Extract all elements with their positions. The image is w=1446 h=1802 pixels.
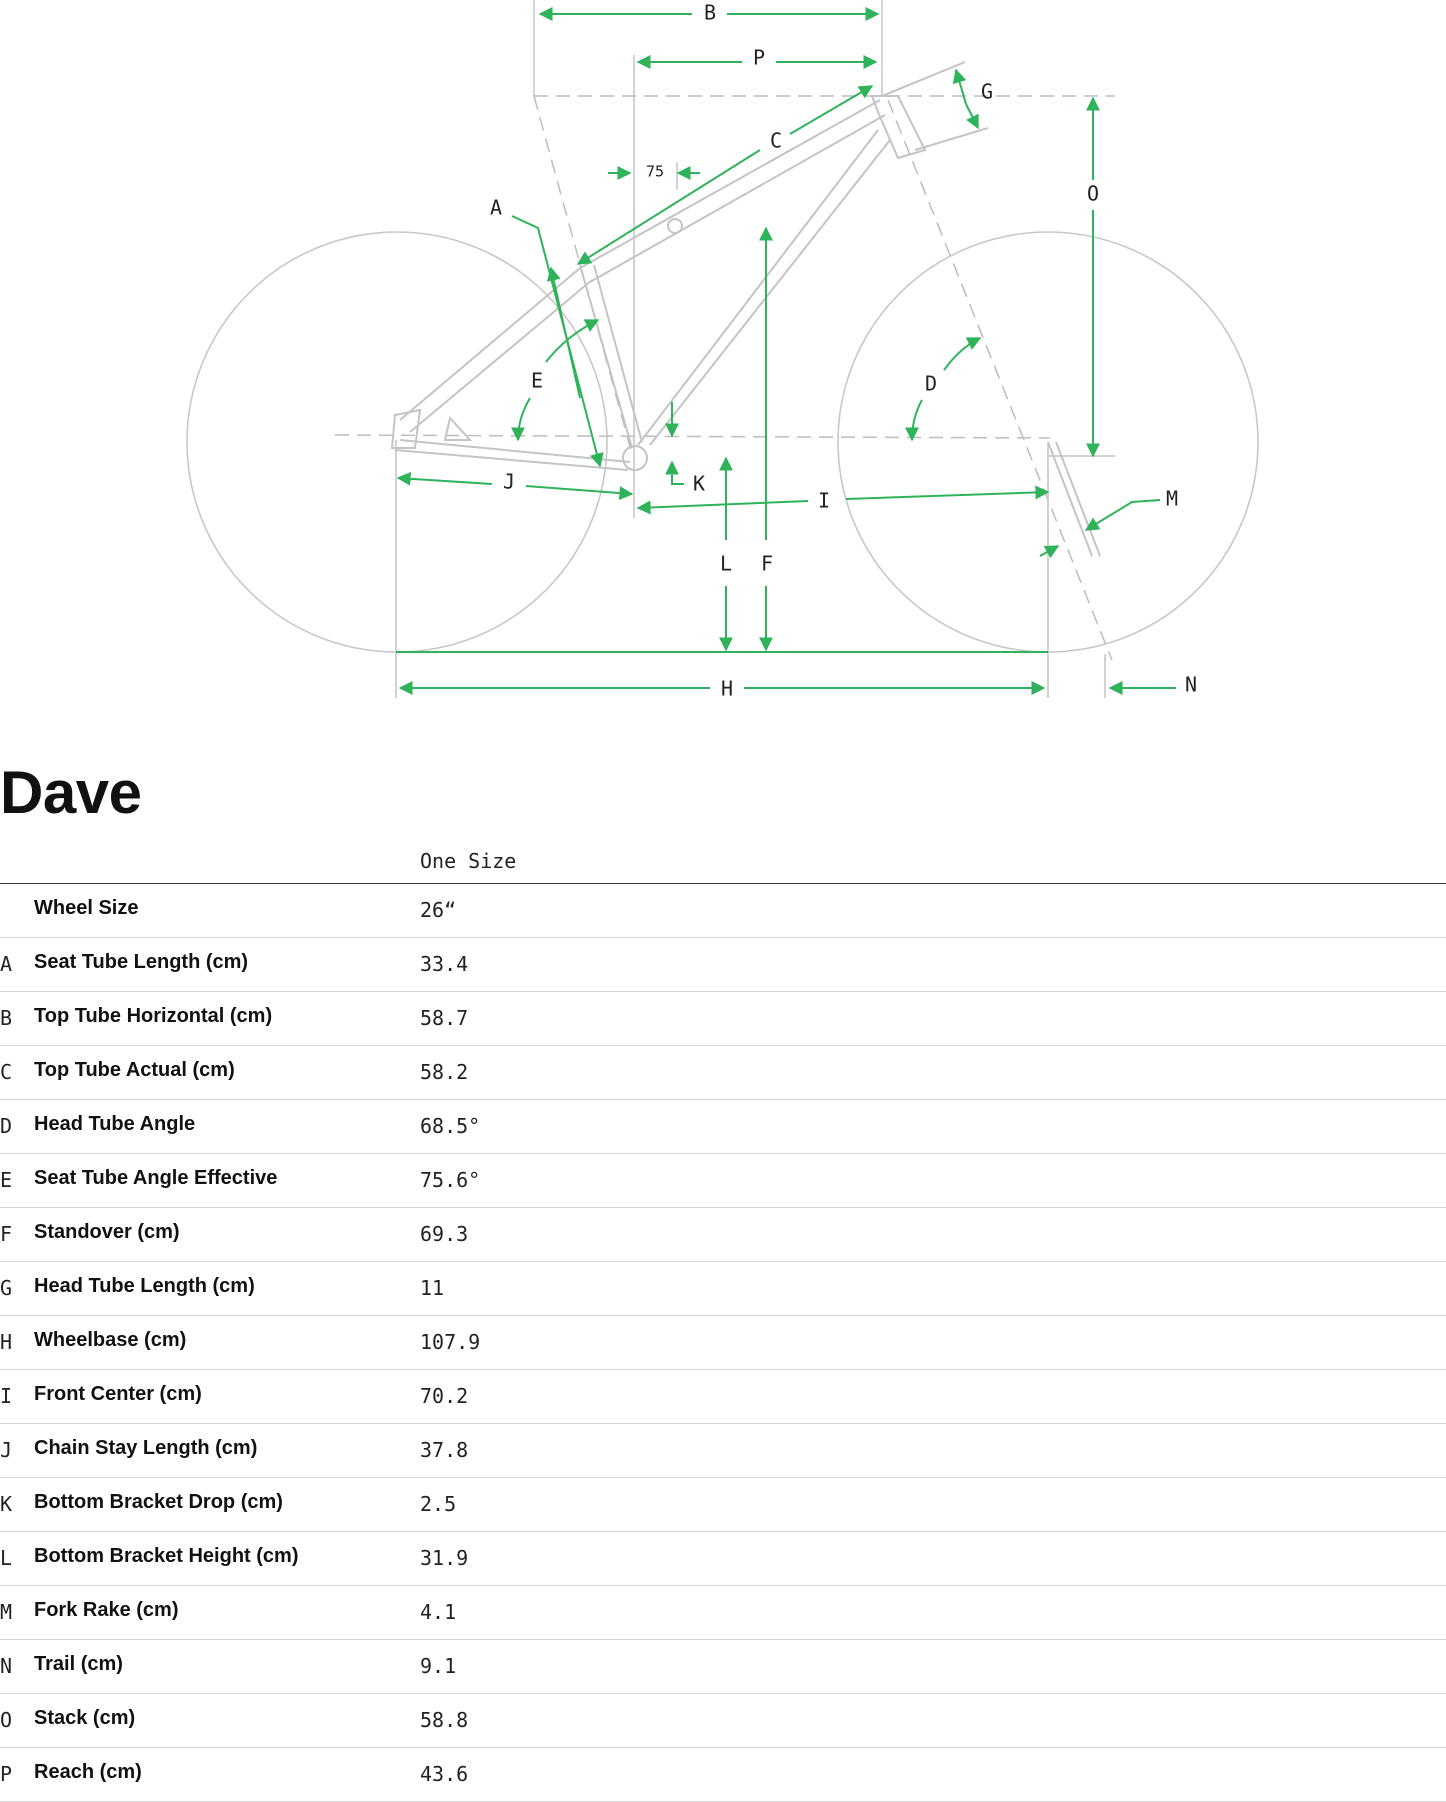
page-title: Dave <box>0 759 142 826</box>
label-e: E <box>530 368 544 393</box>
label-h: H <box>720 676 734 701</box>
row-value: 9.1 <box>420 1654 457 1678</box>
row-name: Standover (cm) <box>34 1221 180 1243</box>
row-name: Head Tube Angle <box>34 1113 196 1135</box>
table-row <box>0 1586 1446 1640</box>
row-value: 26“ <box>420 898 457 922</box>
row-name: Stack (cm) <box>34 1707 136 1729</box>
row-name: Reach (cm) <box>34 1761 142 1783</box>
row-letter: O <box>0 1708 13 1732</box>
row-letter: J <box>0 1438 13 1462</box>
table-row <box>0 1262 1446 1316</box>
row-value: 58.8 <box>420 1708 469 1732</box>
dim-i-right <box>846 492 1048 499</box>
row-name: Head Tube Length (cm) <box>34 1275 255 1297</box>
row-letter: D <box>0 1114 13 1138</box>
label-d: D <box>924 371 938 396</box>
row-letter: G <box>0 1276 13 1300</box>
bike-frame <box>392 62 1100 556</box>
dimension-arrows <box>396 14 1179 688</box>
label-i: I <box>817 488 831 513</box>
row-name: Trail (cm) <box>34 1653 123 1675</box>
label-n: N <box>1184 672 1198 697</box>
dim-g-lower <box>966 104 978 128</box>
label-b: B <box>703 0 717 25</box>
row-letter: C <box>0 1060 13 1084</box>
row-letter: P <box>0 1762 13 1786</box>
row-letter: A <box>0 952 13 976</box>
label-a: A <box>489 195 503 220</box>
dim-m-tick <box>1040 546 1058 556</box>
bike-geometry-diagram <box>0 0 1446 720</box>
table-row <box>0 1046 1446 1100</box>
table-row <box>0 1154 1446 1208</box>
row-value: 31.9 <box>420 1546 469 1570</box>
label-f: F <box>760 551 774 576</box>
row-value: 37.8 <box>420 1438 469 1462</box>
dim-g-upper <box>956 70 966 104</box>
label-o: O <box>1086 181 1100 206</box>
row-value: 33.4 <box>420 952 469 976</box>
table-row <box>0 1316 1446 1370</box>
label-l: L <box>719 551 733 576</box>
row-value: 2.5 <box>420 1492 457 1516</box>
dimension-labels <box>490 1 1197 701</box>
table-row <box>0 1100 1446 1154</box>
row-letter: K <box>0 1492 13 1516</box>
row-name: Bottom Bracket Drop (cm) <box>34 1491 283 1513</box>
dim-a <box>512 216 600 466</box>
row-letter: M <box>0 1600 13 1624</box>
row-value: 11 <box>420 1276 445 1300</box>
table-row <box>0 992 1446 1046</box>
row-value: 58.7 <box>420 1006 469 1030</box>
rear-wheel <box>187 232 607 652</box>
row-name: Seat Tube Length (cm) <box>34 951 249 973</box>
label-seat-offset: 75 <box>645 162 665 181</box>
table-row <box>0 1478 1446 1532</box>
label-m: M <box>1165 486 1179 511</box>
label-p: P <box>752 45 766 70</box>
label-k: K <box>692 471 706 496</box>
dim-e-lower <box>518 398 530 440</box>
row-name: Seat Tube Angle Effective <box>34 1167 278 1189</box>
row-name: Top Tube Horizontal (cm) <box>34 1005 273 1027</box>
row-letter: B <box>0 1006 13 1030</box>
row-value: 4.1 <box>420 1600 457 1624</box>
table-row <box>0 1424 1446 1478</box>
row-letter: H <box>0 1330 13 1354</box>
dim-j-right <box>526 486 632 494</box>
row-name: Bottom Bracket Height (cm) <box>34 1545 299 1567</box>
table-row <box>0 1532 1446 1586</box>
dim-i-left <box>638 501 808 508</box>
table-row <box>0 938 1446 992</box>
row-letter: L <box>0 1546 13 1570</box>
row-value: 69.3 <box>420 1222 469 1246</box>
row-letter: I <box>0 1384 13 1408</box>
table-row <box>0 884 1446 938</box>
row-value: 58.2 <box>420 1060 469 1084</box>
dim-d-upper <box>944 338 980 370</box>
table-header <box>0 843 1446 884</box>
row-letter: N <box>0 1654 13 1678</box>
label-g: G <box>980 79 994 104</box>
label-j: J <box>502 469 516 494</box>
table-row <box>0 1370 1446 1424</box>
row-letter: E <box>0 1168 13 1192</box>
row-name: Front Center (cm) <box>34 1383 202 1405</box>
table-row <box>0 1208 1446 1262</box>
dim-d-lower <box>912 400 922 440</box>
row-letter: F <box>0 1222 13 1246</box>
table-row <box>0 1640 1446 1694</box>
row-name: Fork Rake (cm) <box>34 1599 179 1621</box>
row-value: 68.5° <box>420 1114 481 1138</box>
dim-j-left <box>398 478 492 484</box>
row-name: Top Tube Actual (cm) <box>34 1059 235 1081</box>
column-header-size: One Size <box>420 849 517 873</box>
row-value: 107.9 <box>420 1330 481 1354</box>
row-value: 70.2 <box>420 1384 469 1408</box>
dim-m <box>1086 500 1160 530</box>
dim-k-lower <box>672 462 684 484</box>
row-name: Chain Stay Length (cm) <box>34 1437 258 1459</box>
geometry-table <box>0 843 1446 1802</box>
row-name: Wheelbase (cm) <box>34 1329 187 1351</box>
row-value: 75.6° <box>420 1168 481 1192</box>
table-row <box>0 1694 1446 1748</box>
table-row <box>0 1748 1446 1802</box>
dim-c-lower <box>578 150 760 264</box>
label-c: C <box>769 128 783 153</box>
row-value: 43.6 <box>420 1762 469 1786</box>
row-name: Wheel Size <box>34 897 139 919</box>
